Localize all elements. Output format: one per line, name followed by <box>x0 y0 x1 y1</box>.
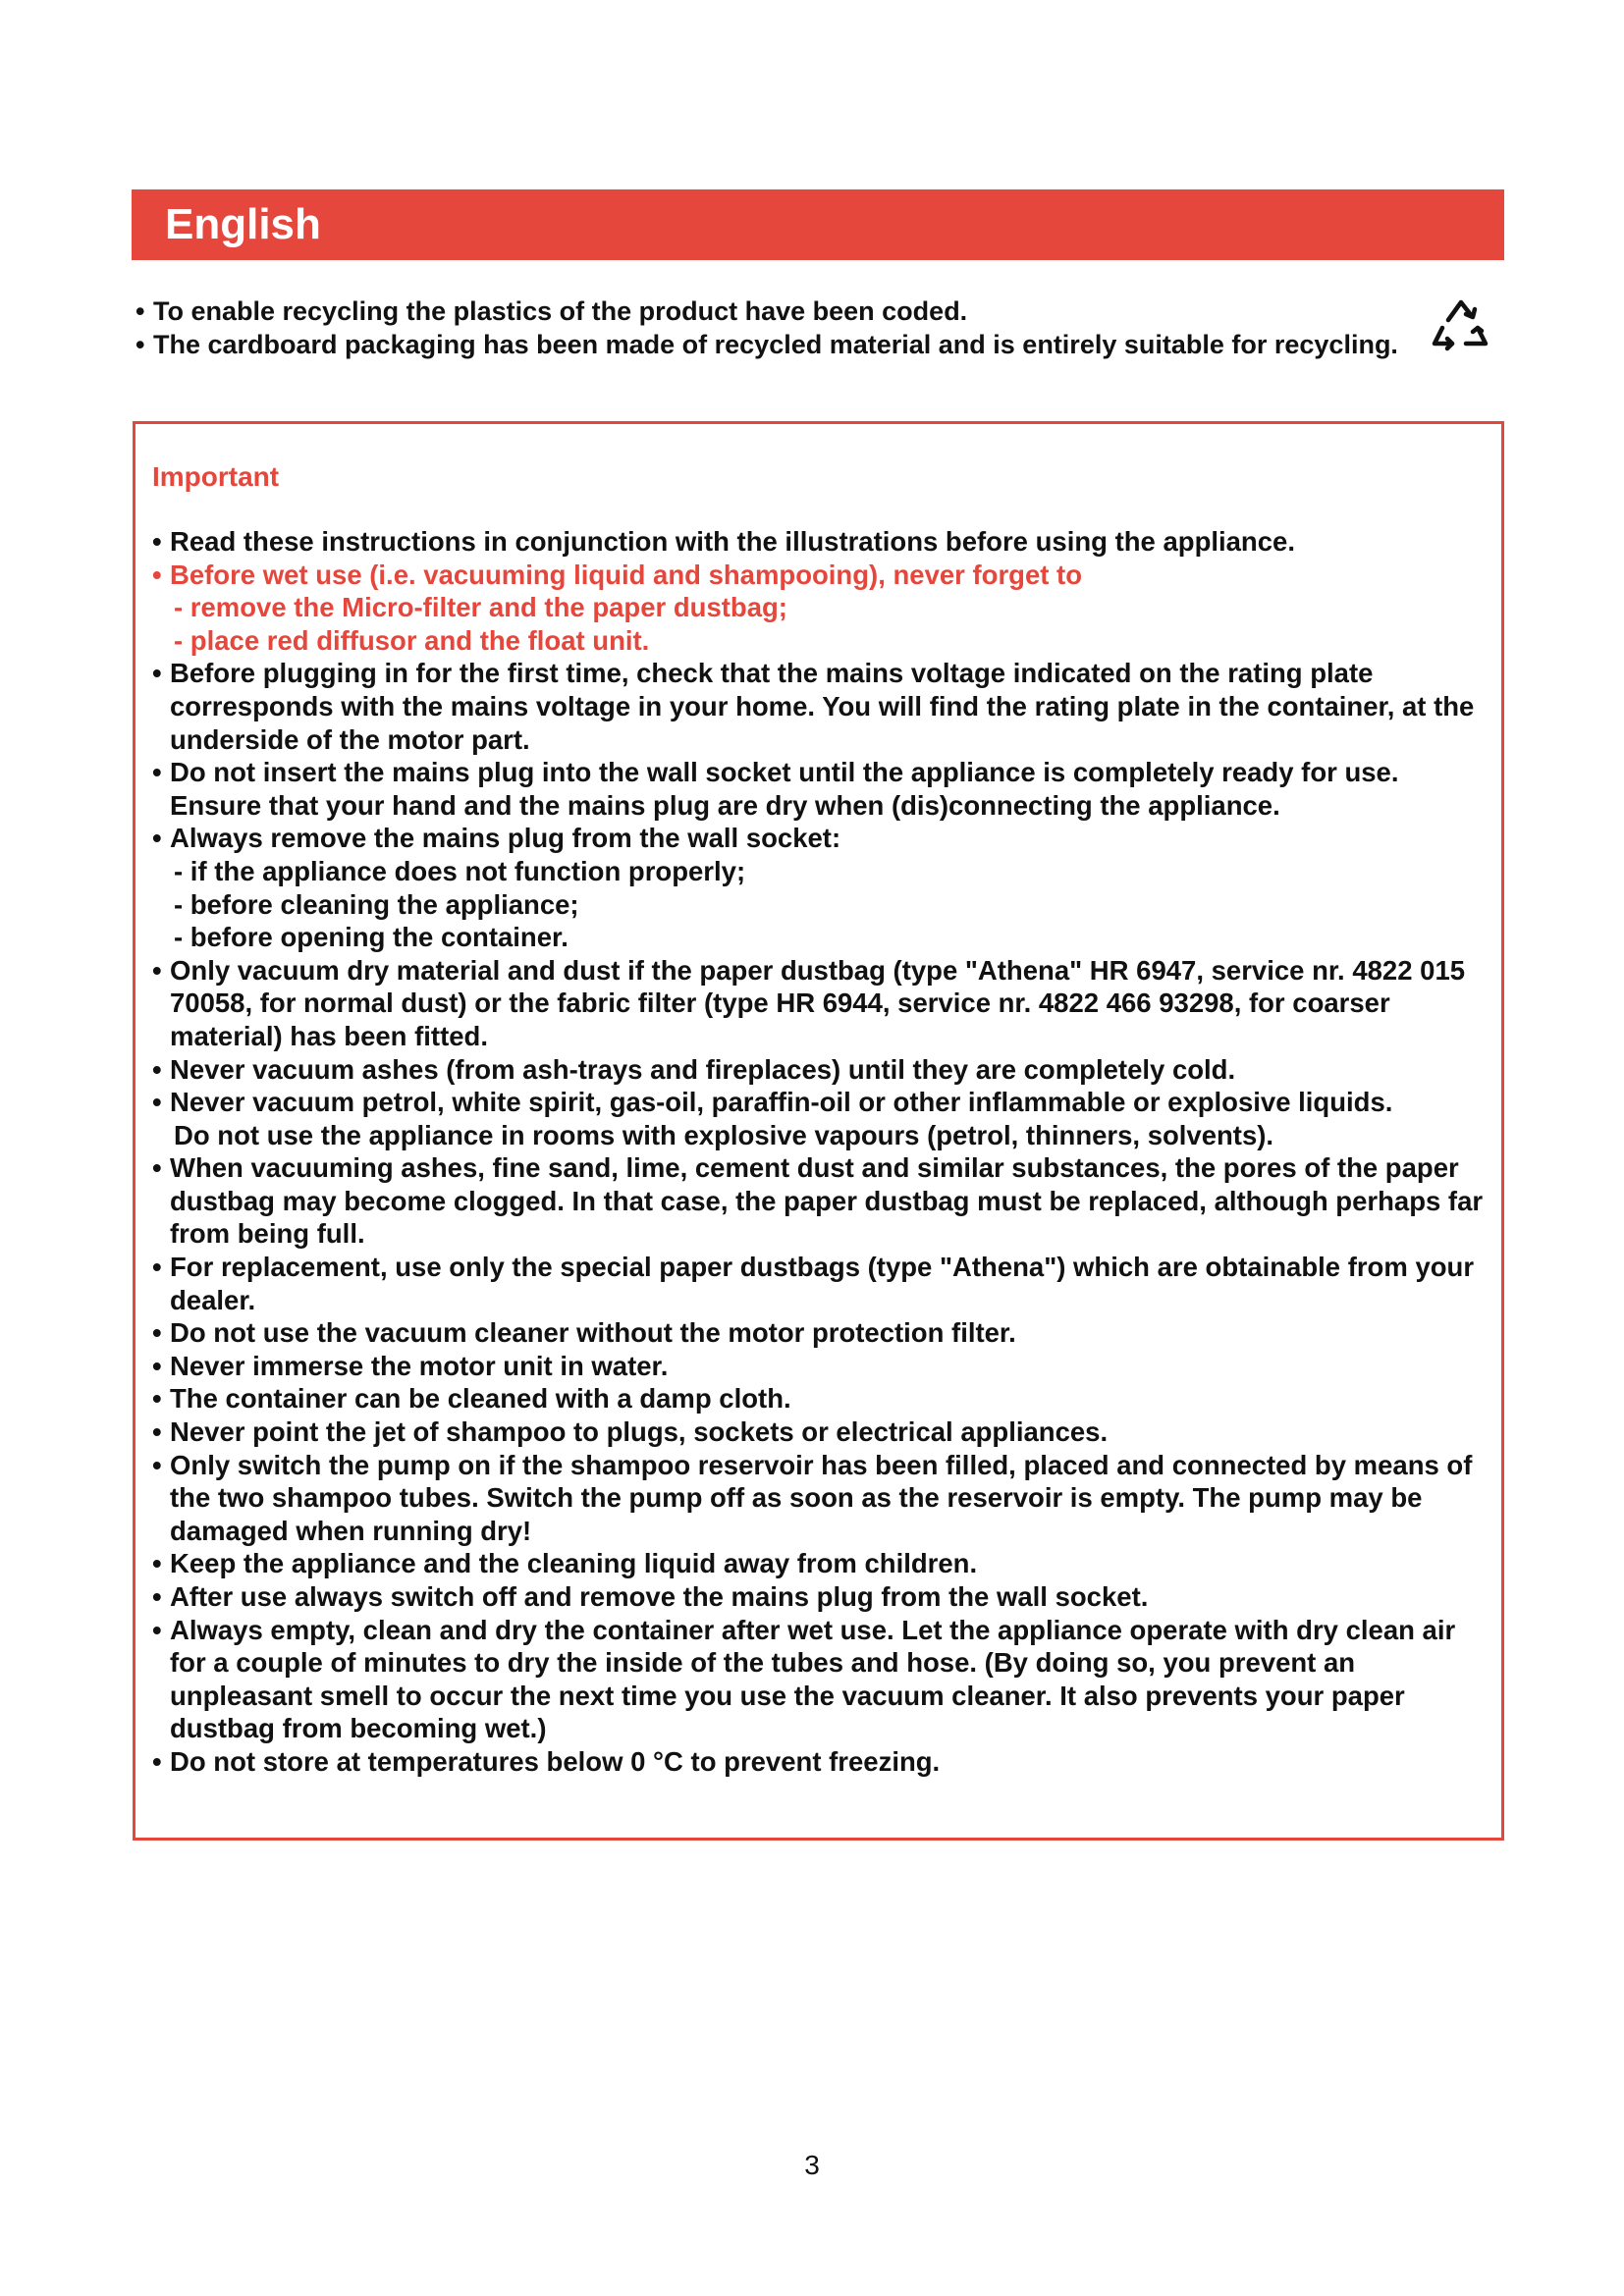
list-item: • Never point the jet of shampoo to plugs, sockets or electrical appliances. <box>152 1416 1109 1448</box>
list-item: • Only vacuum dry material and dust if the paper dustbag (type "Athena" HR 6947, service nr. 4822 015 70058, for normal dust) or the fabric filter (type HR 6944, service nr. 4822 466 93298, for coarser material) has been fitted. <box>152 954 1466 1051</box>
list-item: • The container can be cleaned with a damp cloth. <box>152 1383 791 1415</box>
list-item-continuation: Do not use the appliance in rooms with explosive vapours (petrol, thinners, solvents). <box>174 1119 1274 1150</box>
list-subitem: - if the appliance does not function properly; <box>174 855 746 886</box>
recycling-note: • To enable recycling the plastics of the product have been coded. <box>135 294 1402 328</box>
list-item: • Never vacuum petrol, white spirit, gas-oil, paraffin-oil or other inflammable or explosive liquids. <box>152 1087 1393 1118</box>
list-item: • Do not use the vacuum cleaner without the motor protection filter. <box>152 1317 1016 1349</box>
important-title: Important <box>152 461 280 492</box>
recycling-note: • The cardboard packaging has been made of recycled material and is entirely suitable for recycling. <box>135 328 1402 361</box>
list-item-warning: • Before wet use (i.e. vacuuming liquid and shampooing), never forget to <box>152 559 1082 590</box>
section-title: English <box>165 200 321 248</box>
list-subitem-warning: - place red diffusor and the float unit. <box>174 624 650 656</box>
list-item: • Never immerse the motor unit in water. <box>152 1350 669 1381</box>
list-item: • Never vacuum ashes (from ash-trays and fireplaces) until they are completely cold. <box>152 1053 1236 1085</box>
list-item: • Do not insert the mains plug into the wall socket until the appliance is completely ready for use. Ensure that your hand and the mains plug are dry when (dis)connecting the appliance. <box>152 757 1399 821</box>
list-item: • Read these instructions in conjunction with the illustrations before using the appliance. <box>152 526 1295 557</box>
list-item: • Before plugging in for the first time, check that the mains voltage indicated on the rating plate corresponds with the mains voltage in your home. You will find the rating plate in the container, at the underside of the motor part. <box>152 658 1475 755</box>
list-item: • Always remove the mains plug from the wall socket: <box>152 823 841 854</box>
list-item: • For replacement, use only the special paper dustbags (type "Athena") which are obtainable from your dealer. <box>152 1252 1475 1315</box>
list-item: • Keep the appliance and the cleaning liquid away from children. <box>152 1548 978 1579</box>
recycle-icon <box>1429 294 1493 363</box>
list-item: • Always empty, clean and dry the container after wet use. Let the appliance operate with dry clean air for a couple of minutes to dry the inside of the tubes and hose. (By doing so, you prevent an unpleasant smell to occur the next time you use the vacuum cleaner. It also prevents your paper dustbag from becoming wet.) <box>152 1614 1456 1744</box>
list-subitem-warning: - remove the Micro-filter and the paper dustbag; <box>174 592 787 623</box>
recycling-note-text: The cardboard packaging has been made of recycled material and is entirely suitable for recycling. <box>153 330 1398 359</box>
section-header <box>132 189 1504 260</box>
list-item: • Do not store at temperatures below 0 °C to prevent freezing. <box>152 1745 941 1777</box>
recycling-note-text: To enable recycling the plastics of the product have been coded. <box>153 296 968 326</box>
list-item: • After use always switch off and remove the mains plug from the wall socket. <box>152 1581 1149 1612</box>
recycling-notes <box>135 294 1402 361</box>
list-item: • When vacuuming ashes, fine sand, lime, cement dust and similar substances, the pores of the paper dustbag may become clogged. In that case, the paper dustbag must be replaced, although perhaps far from being full. <box>152 1152 1484 1250</box>
important-list <box>152 525 1488 1779</box>
list-subitem: - before cleaning the appliance; <box>174 888 579 920</box>
list-item: • Only switch the pump on if the shampoo reservoir has been filled, placed and connected by means of the two shampoo tubes. Switch the pump off as soon as the reservoir is empty. The pump may be damaged when running dry! <box>152 1449 1473 1546</box>
page-number: 3 <box>804 2150 820 2180</box>
list-subitem: - before opening the container. <box>174 922 568 953</box>
